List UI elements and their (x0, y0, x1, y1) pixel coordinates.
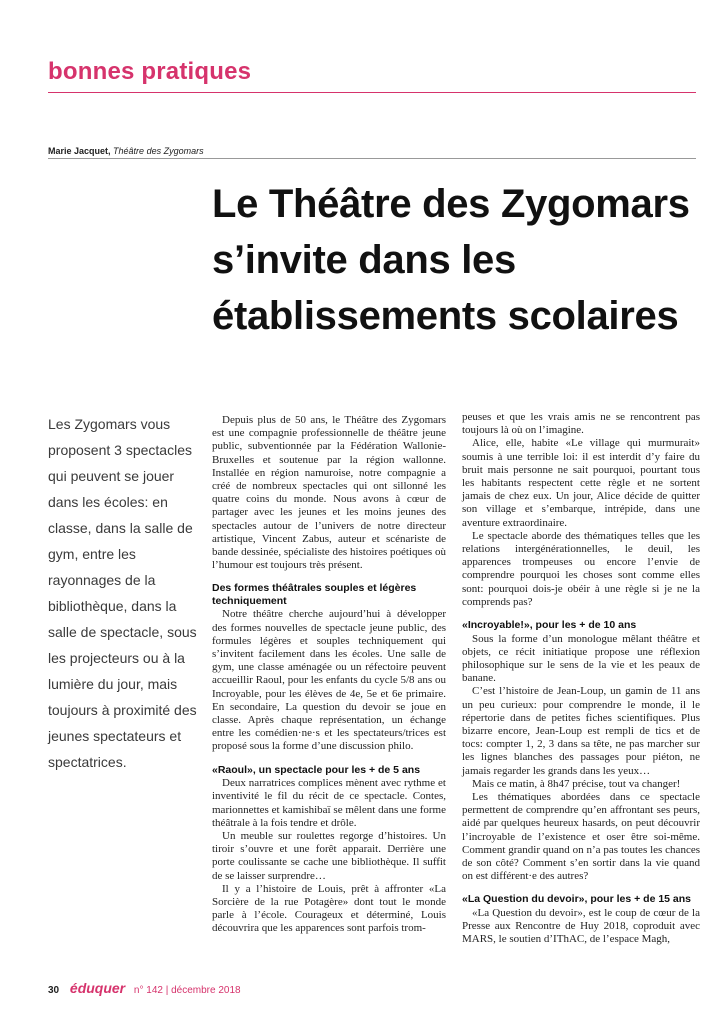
paragraph: peuses et que les vrais amis ne se rencontrent pas toujours là où on l’imagine. (462, 411, 700, 437)
section-label: bonnes pratiques (48, 58, 252, 85)
paragraph: «La Question du devoir», est le coup de cœur de la Presse aux Rencontre de Huy 2018, coproduit avec MARS, le soutien d’IThAC, de l’espace Magh, (462, 906, 700, 946)
byline-author: Marie Jacquet, (48, 146, 111, 156)
paragraph: Deux narratrices complices mènent avec rythme et inventivité le fil du récit de ce spectacle. Contes, marionnettes et kamishibaï se mêlent dans une forme théâtrale à la fois tendre et drôle. (212, 777, 446, 829)
paragraph: Le spectacle aborde des thématiques telles que les relations intergénérationnelles, le deuil, les apparences trompeuses ou encore l’envie de comprendre pourquoi les choses sont comme elles sont: pourquoi dois-je obéir à une règle si je ne la comprends pas? (462, 529, 700, 608)
subheading: «Incroyable!», pour les + de 10 ans (462, 619, 637, 632)
intro-text: Les Zygomars vous proposent 3 spectacles qui peuvent se jouer dans les écoles: en classe, dans la salle de gym, entre les rayonnages de la bibliothèque, dans la salle de spectacle, sous les projecteurs ou à la lumière du jour, mais toujours à proximité des jeunes spectateurs et spectatrices. (48, 416, 197, 770)
byline (48, 146, 204, 156)
paragraph: Un meuble sur roulettes regorge d’histoires. Un tiroir s’ouvre et une forêt apparait. Derrière une porte coulissante se cache une bibliothèque. Il suffit de se laisser surprendre… (212, 829, 446, 882)
subheading: «La Question du devoir», pour les + de 15 ans (462, 893, 692, 906)
paragraph: C’est l’histoire de Jean-Loup, un gamin de 11 ans un peu curieux: pour comprendre le monde, il le répertorie dans de petites fiches scientifiques. Plus bizarre encore, Jean-Loup est rempli de tics et de tocs: compter 1, 2, 3 dans sa tête, ne pas marcher sur les lignes blanches des passages pour piéton, ne jamais regarder les grands dans les yeux… (462, 685, 700, 777)
section-rule (48, 92, 696, 93)
paragraph: Notre théâtre cherche aujourd’hui à développer des formes nouvelles de spectacle jeune public, des formules légères et souples techniquement qui s’invitent facilement dans les écoles. Une salle de gym, une classe aménagée ou un réfectoire peuvent accueillir Raoul, pour les enfants du cycle 5/8 ans ou Incroyable, pour les élèves de 4e, 5e et 6e primaire. En secondaire, La question du devoir se joue en classe. Après chaque représentation, un échange entre les comédien·ne·s et les spectateurs/trices est proposé sous la forme d’une discussion philo. (212, 608, 446, 753)
paragraph: Mais ce matin, à 8h47 précise, tout va changer! (472, 777, 681, 790)
article-column-1 (212, 414, 446, 936)
issue-info: n° 142 | décembre 2018 (133, 985, 241, 996)
article-column-2 (462, 411, 700, 947)
paragraph: Depuis plus de 50 ans, le Théâtre des Zygomars est une compagnie professionnelle de théâtre jeune public, subventionnée par la Fédération Wallonie-Bruxelles et soutenue par la région wallonne. Installée en région namuroise, notre compagnie a créé de nombreux spectacles qui ont sillonné les quatre coins du monde. Nous avons à cœur de partager avec les jeunes et les moins jeunes des spectacles autour de l’univers de notre directeur artistique, Vincent Zabus, auteur et scénariste de bande dessinée, spécialiste des histoires poétiques où l’humour est toujours très présent. (212, 414, 446, 572)
magazine-logo: éduquer (69, 980, 126, 996)
byline-rule (48, 158, 696, 159)
paragraph: Alice, elle, habite «Le village qui murmurait» soumis à une terrible loi: il est interdit d’y faire du bruit mais personne ne sait pourquoi, pourtant tous les habitants respectent cette règle et ne sortent jamais de chez eux. Un jour, Alice décide de quitter son village et s’embarque, intrépide, dans une aventure extraordinaire. (462, 437, 700, 529)
paragraph: Les thématiques abordées dans ce spectacle permettent de comprendre qu’en affrontant ses peurs, aidé par quelques heureux hasards, on peut découvrir l’incroyable de l’existence et oser être soi-même. Comment grandir quand on n’a pas toutes les chances de son côté? Comment s’en sortir dans la vie quand on est différent·e des autres? (462, 790, 700, 883)
byline-affiliation: Théâtre des Zygomars (113, 146, 204, 156)
paragraph: Sous la forme d’un monologue mêlant théâtre et objets, ce récit initiatique propose une réflexion philosophique sur le sens de la vie et les peaux de banane. (462, 632, 700, 685)
subheading: Des formes théâtrales souples et légères techniquement (212, 582, 417, 607)
article-title: Le Théâtre des Zygomars s’invite dans les établissements scolaires (212, 182, 690, 338)
subheading: «Raoul», un spectacle pour les + de 5 ans (212, 763, 421, 776)
page-footer (48, 980, 241, 996)
paragraph: Il y a l’histoire de Louis, prêt à affronter «La Sorcière de la rue Potagère» dont tout le monde parle à l’école. Courageux et déterminé, Louis découvrira que les apparences sont parfois trom- (212, 882, 446, 935)
page-number: 30 (48, 985, 60, 996)
